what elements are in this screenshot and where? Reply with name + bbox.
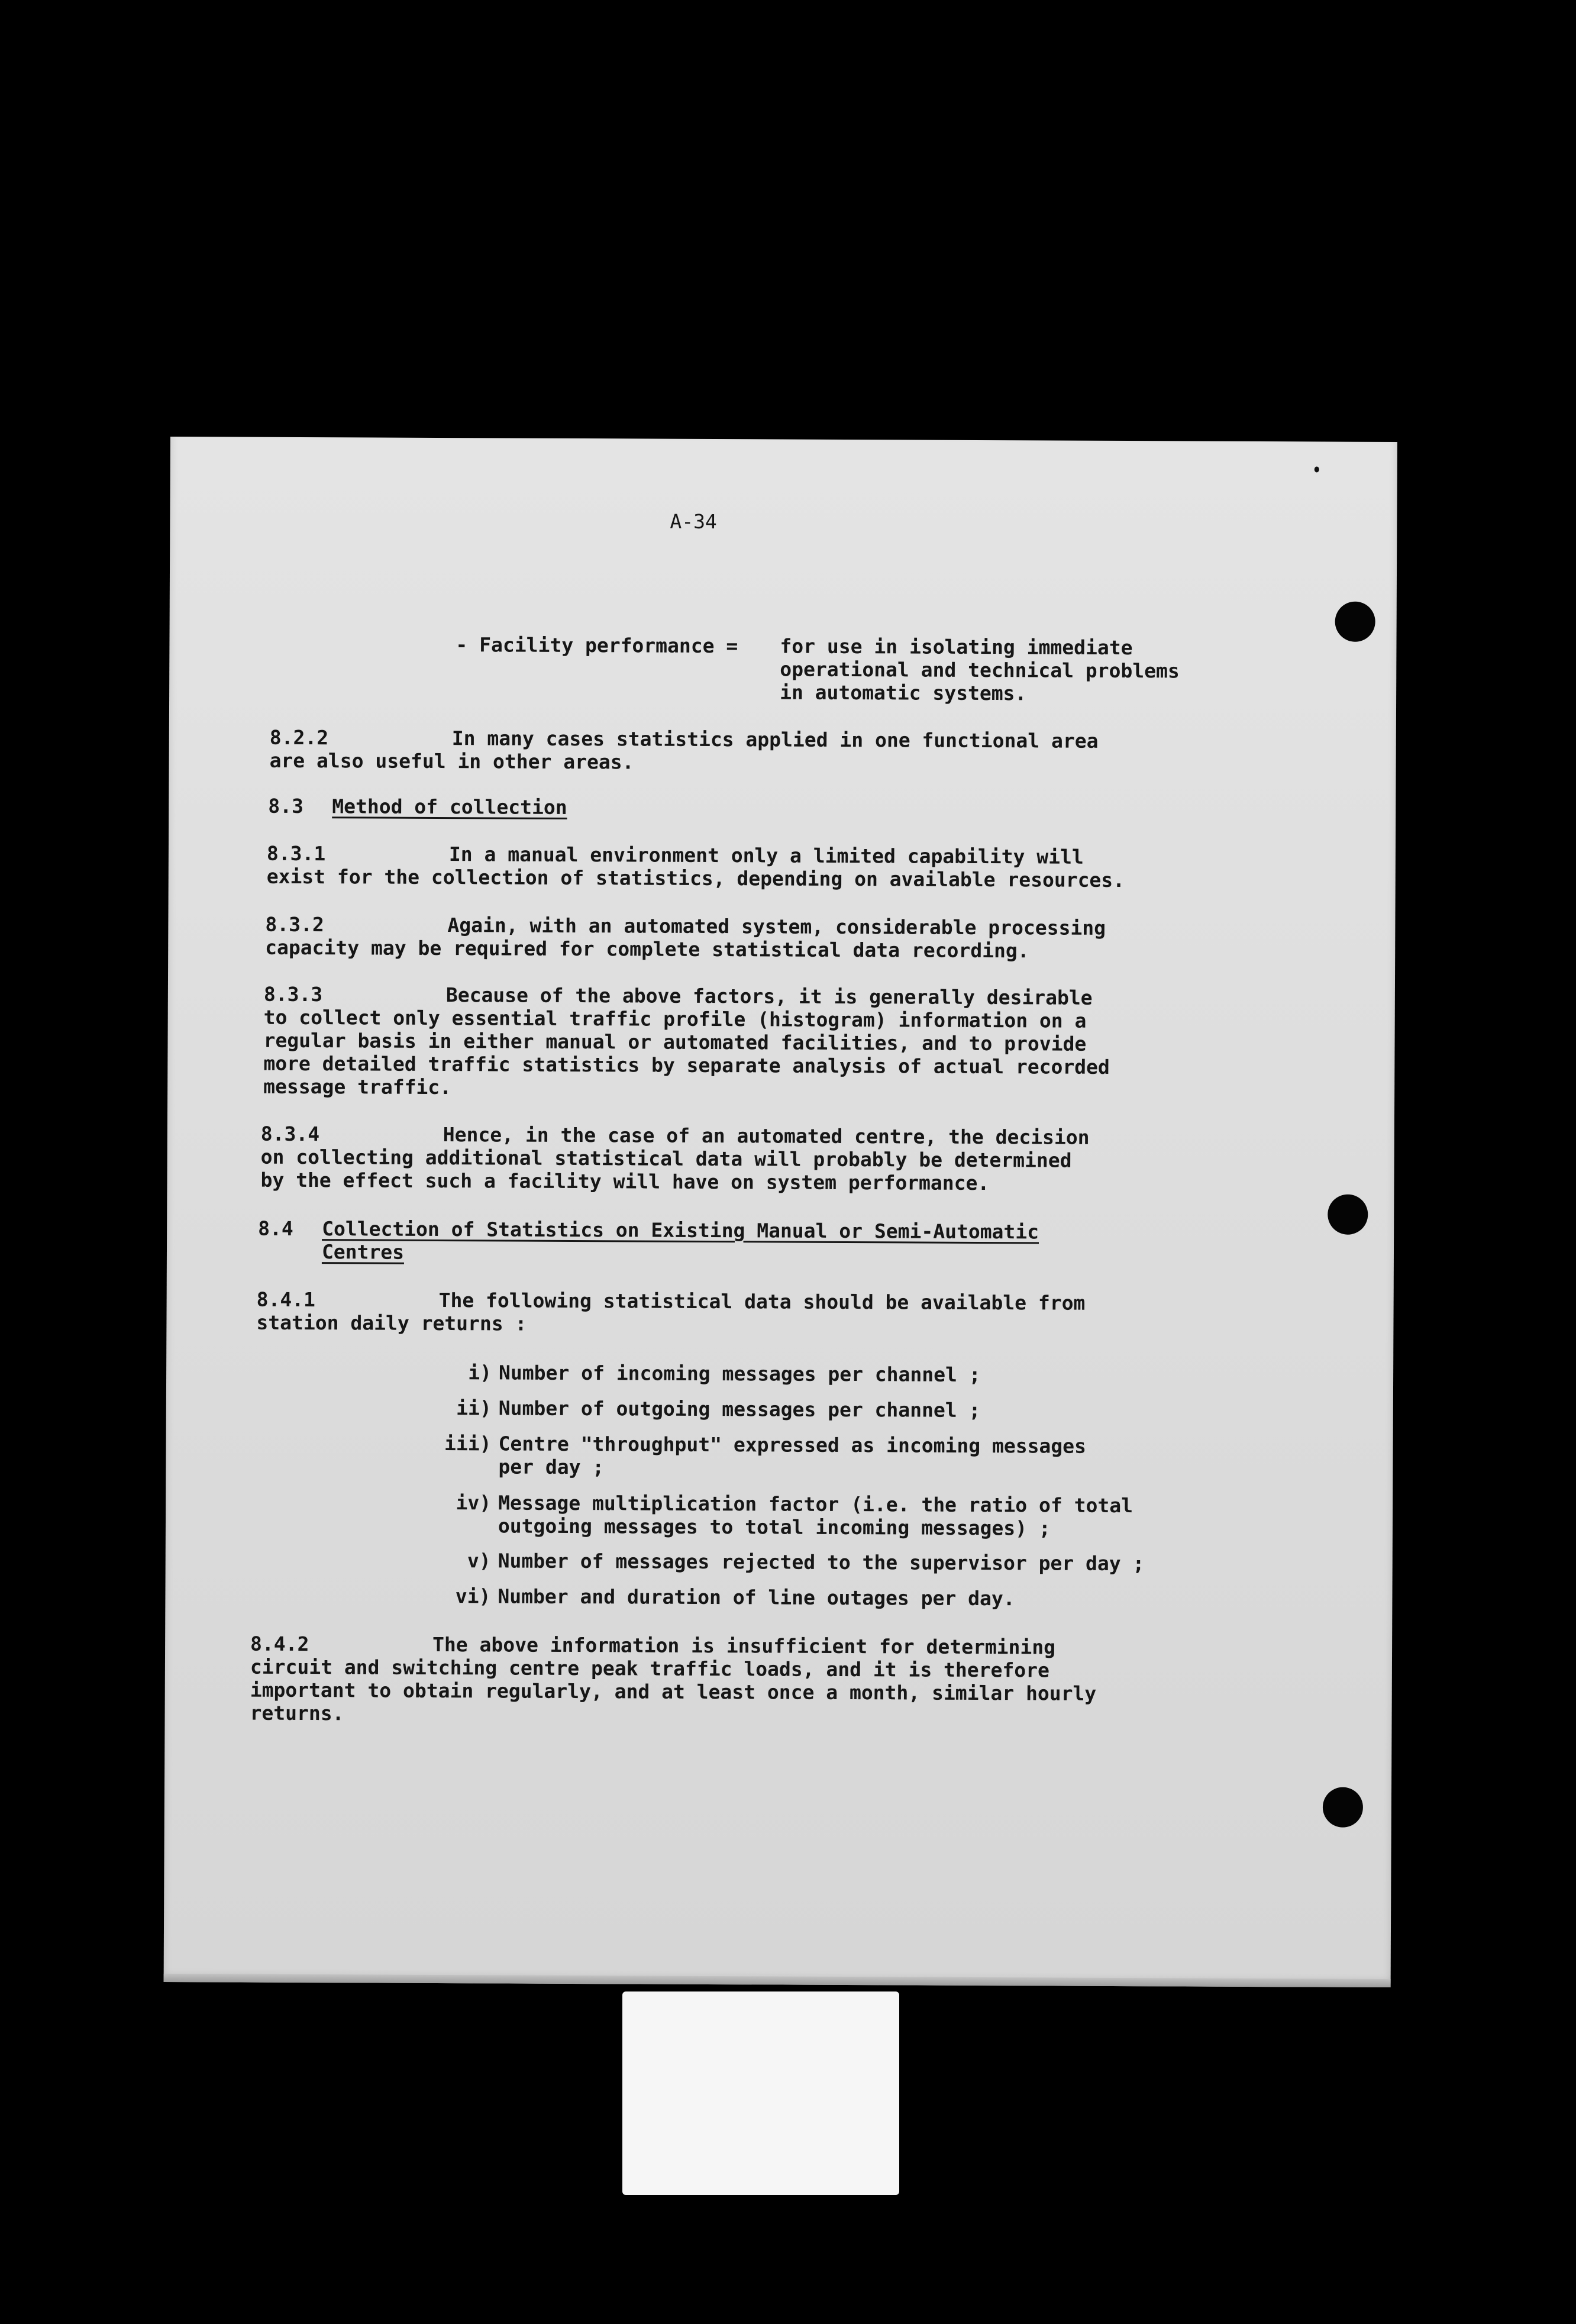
section-number: 8.3 [268,794,303,818]
para-line: Hence, in the case of an automated centre, the decision [443,1123,1090,1149]
para-line: to collect only essential traffic profile (histogram) information on a [263,1005,1087,1032]
list-marker: ii) [456,1396,492,1420]
list-marker: v) [467,1549,491,1573]
list-item: per day ; [498,1455,605,1479]
document-page [164,437,1397,1987]
punch-hole [1335,602,1375,642]
para-line: exist for the collection of statistics, depending on available resources. [266,864,1125,892]
section-heading: Centres [321,1240,405,1264]
para-number: 8.3.3 [263,982,323,1006]
para-line: Because of the above factors, it is generally desirable [445,983,1093,1009]
list-item: Number of incoming messages per channel ; [499,1361,981,1386]
para-line: Again, with an automated system, considerable processing [447,914,1106,940]
para-line: In many cases statistics applied in one functional area [451,727,1099,753]
list-marker: iii) [444,1432,492,1455]
list-item: outgoing messages to total incoming messages) ; [498,1514,1051,1540]
list-marker: vi) [455,1584,491,1608]
para-number: 8.4.1 [256,1287,316,1312]
para-line: The above information is insufficient for determining [432,1632,1056,1659]
para-line: returns. [250,1701,344,1725]
list-marker: i) [468,1361,492,1384]
para-line: on collecting additional statistical data will probably be determined [260,1145,1072,1172]
punch-hole [1323,1787,1363,1828]
para-line: capacity may be required for complete statistical data recording. [265,935,1029,963]
para-number: 8.2.2 [269,725,329,750]
para-line: circuit and switching centre peak traffic loads, and it is therefore [250,1655,1050,1682]
para-line: regular basis in either manual or automated facilities, and to provide [263,1028,1087,1056]
list-item: Centre "throughput" expressed as incoming messages [498,1432,1087,1458]
para-line: message traffic. [263,1074,452,1099]
facility-label: - Facility performance = [456,633,738,658]
para-line: are also useful in other areas. [269,748,634,774]
blank-card [622,1991,899,2195]
para-number: 8.3.2 [265,912,324,937]
punch-hole [1328,1195,1368,1235]
section-heading: Method of collection [332,795,567,819]
ink-speck [1315,466,1319,472]
page-bottom-edge [164,1974,1391,1987]
facility-desc-line: operational and technical problems [780,657,1180,683]
facility-desc-line: for use in isolating immediate [780,634,1133,660]
para-line: In a manual environment only a limited capability will [448,843,1084,869]
para-line: station daily returns : [256,1311,527,1335]
para-line: The following statistical data should be available from [438,1288,1086,1315]
para-number: 8.3.1 [266,841,326,866]
list-marker: iv) [456,1491,492,1515]
para-number: 8.3.4 [260,1122,320,1146]
page-number: A-34 [670,509,717,534]
facility-desc-line: in automatic systems. [780,680,1027,705]
section-heading: Collection of Statistics on Existing Manual or Semi-Automatic [322,1217,1039,1244]
list-item: Number of outgoing messages per channel ; [498,1396,981,1422]
para-number: 8.4.2 [250,1632,309,1656]
list-item: Message multiplication factor (i.e. the ratio of total [498,1491,1133,1518]
para-line: important to obtain regularly, and at least once a month, similar hourly [250,1678,1097,1705]
list-item: Number and duration of line outages per day. [498,1584,1015,1610]
para-line: more detailed traffic statistics by separate analysis of actual recorded [263,1051,1110,1079]
para-line: by the effect such a facility will have on system performance. [260,1168,990,1195]
section-number: 8.4 [258,1216,293,1240]
list-item: Number of messages rejected to the supervisor per day ; [498,1549,1145,1576]
